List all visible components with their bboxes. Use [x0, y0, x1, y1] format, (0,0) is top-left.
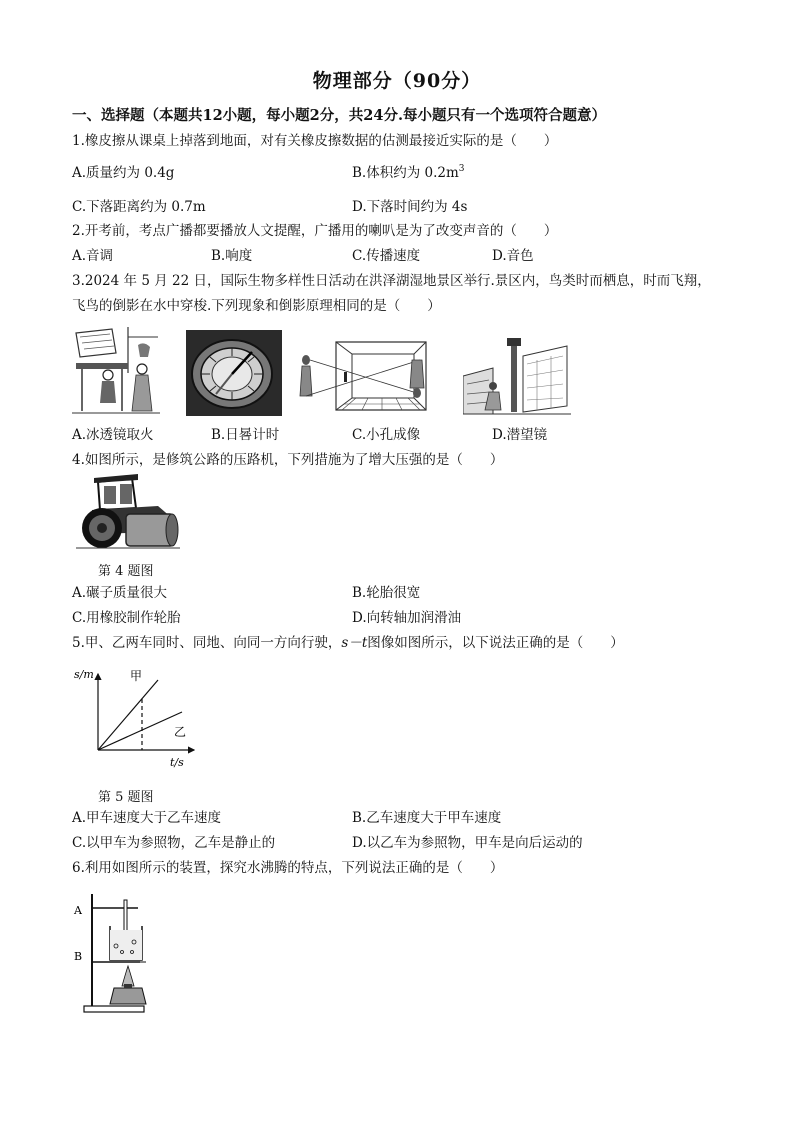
question-1-option-b[interactable] — [352, 164, 465, 182]
option-b-superscript: 3 — [458, 164, 465, 174]
road-roller-illustration — [72, 474, 184, 550]
alcohol-lamp — [110, 988, 146, 1004]
question-3-text-line1: 3.2024 年 5 月 22 日，国际生物多样性日活动在洪泽湖湿地景区举行.景区内，鸟类时而栖息，时而飞翔， — [72, 273, 711, 289]
option-b-text: B.体积约为 0.2m — [352, 165, 459, 181]
question-2-option-d[interactable]: D.音色 — [492, 248, 534, 264]
s-t-graph — [72, 662, 202, 772]
ice-lens-fire-illustration — [72, 323, 160, 415]
question-5-option-b[interactable]: B.乙车速度大于甲车速度 — [352, 810, 502, 826]
question-1-text: 1.橡皮擦从课桌上掉落到地面，对有关橡皮擦数据的估测最接近实际的是（ ） — [72, 133, 558, 149]
sundial-illustration — [186, 330, 282, 416]
label-jia: 甲 — [130, 669, 143, 683]
question-2-option-b[interactable]: B.响度 — [211, 248, 253, 264]
question-5-text — [72, 634, 624, 652]
question-6-text: 6.利用如图所示的装置，探究水沸腾的特点，下列说法正确的是（ ） — [72, 860, 504, 876]
label-a: A — [74, 904, 82, 917]
boiling-water-apparatus — [72, 890, 152, 1016]
figure-5-caption: 第 5 题图 — [98, 790, 154, 805]
question-3-option-c[interactable]: C.小孔成像 — [352, 427, 421, 443]
question-5-text-post: 图像如图所示，以下说法正确的是（ ） — [367, 635, 624, 651]
question-5-text-pre: 5.甲、乙两车同时、同地、向同一方向行驶， — [72, 635, 342, 651]
periscope-illustration — [463, 336, 571, 416]
question-3-option-d[interactable]: D.潜望镜 — [492, 427, 548, 443]
question-4-option-a[interactable]: A.碾子质量很大 — [72, 585, 168, 601]
question-2-option-c[interactable]: C.传播速度 — [352, 248, 421, 264]
question-3-option-a[interactable]: A.冰透镜取火 — [72, 427, 154, 443]
question-5-option-c[interactable]: C.以甲车为参照物，乙车是静止的 — [72, 835, 276, 851]
question-1-option-c[interactable]: C.下落距离约为 0.7m — [72, 199, 206, 215]
question-3-text-line2: 飞鸟的倒影在水中穿梭.下列现象和倒影原理相同的是（ ） — [72, 298, 441, 314]
question-3-option-b[interactable]: B.日晷计时 — [211, 427, 280, 443]
question-5-variable: s－t — [341, 635, 368, 651]
label-yi: 乙 — [174, 725, 187, 739]
pinhole-imaging-illustration — [296, 338, 440, 414]
question-4-option-b[interactable]: B.轮胎很宽 — [352, 585, 421, 601]
section-heading: 一、选择题（本题共12小题，每小题2分，共24分.每小题只有一个选项符合题意） — [72, 107, 606, 124]
question-4-option-c[interactable]: C.用橡胶制作轮胎 — [72, 610, 181, 626]
question-4-text: 4.如图所示，是修筑公路的压路机，下列措施为了增大压强的是（ ） — [72, 452, 504, 468]
page-title: 物理部分（90分） — [312, 70, 482, 92]
question-5-option-d[interactable]: D.以乙车为参照物，甲车是向后运动的 — [352, 835, 583, 851]
question-4-option-d[interactable]: D.向转轴加润滑油 — [352, 610, 462, 626]
line-jia — [98, 680, 158, 750]
line-yi — [98, 712, 182, 750]
figure-4-caption: 第 4 题图 — [98, 564, 154, 579]
question-2-text: 2.开考前，考点广播都要播放人文提醒，广播用的喇叭是为了改变声音的（ ） — [72, 223, 558, 239]
label-b: B — [74, 950, 83, 963]
question-2-option-a[interactable]: A.音调 — [72, 248, 114, 264]
x-axis-label: t/s — [170, 756, 184, 769]
y-axis-label: s/m — [74, 668, 94, 681]
question-5-option-a[interactable]: A.甲车速度大于乙车速度 — [72, 810, 222, 826]
question-1-option-d[interactable]: D.下落时间约为 4s — [352, 199, 468, 215]
question-1-option-a[interactable]: A.质量约为 0.4g — [72, 165, 175, 181]
